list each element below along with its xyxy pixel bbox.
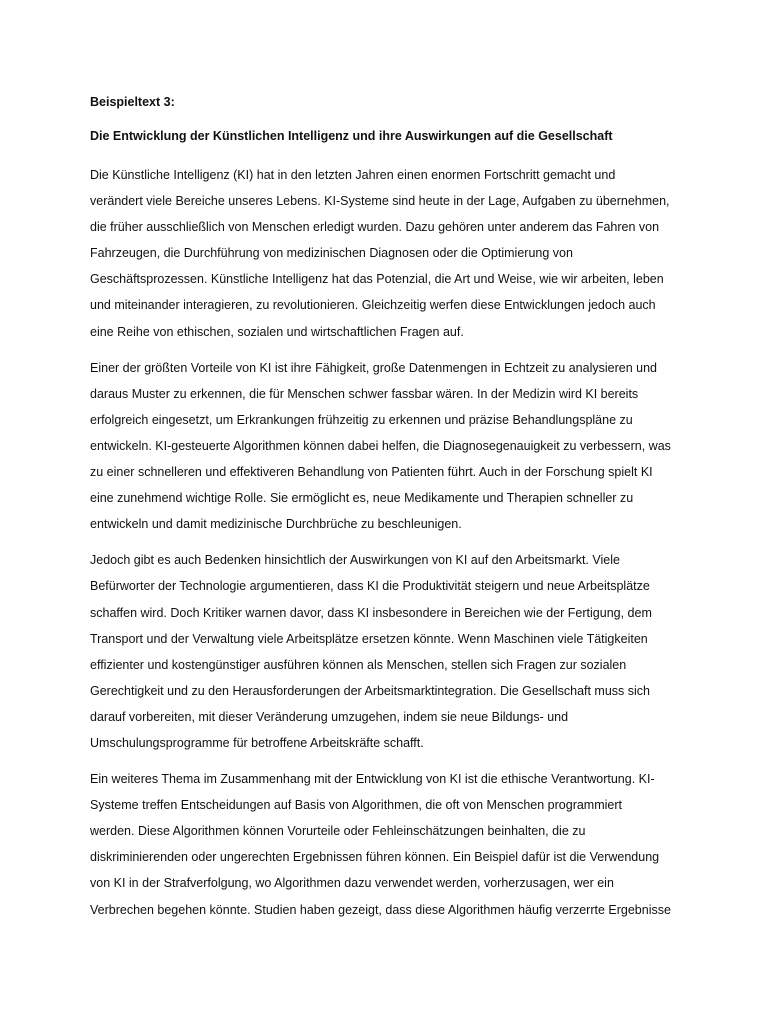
document-title: Die Entwicklung der Künstlichen Intelligenz und ihre Auswirkungen auf die Gesellschaft — [90, 129, 613, 143]
text-line: schaffen wird. Doch Kritiker warnen davor, dass KI insbesondere in Bereichen wie der Fertigung, dem — [90, 605, 652, 620]
text-line: Einer der größten Vorteile von KI ist ihre Fähigkeit, große Datenmengen in Echtzeit zu analysieren und — [90, 360, 657, 375]
text-line: Systeme treffen Entscheidungen auf Basis von Algorithmen, die oft von Menschen programmiert — [90, 798, 623, 813]
text-line: Jedoch gibt es auch Bedenken hinsichtlich der Auswirkungen von KI auf den Arbeitsmarkt. Viele — [90, 553, 620, 568]
text-line: Fahrzeugen, die Durchführung von medizinischen Diagnosen oder die Optimierung von — [90, 246, 573, 261]
paragraph-4 — [90, 766, 678, 923]
text-line: daraus Muster zu erkennen, die für Menschen schwer fassbar wären. In der Medizin wird KI bereits — [90, 386, 639, 401]
text-line: erfolgreich eingesetzt, um Erkrankungen frühzeitig zu erkennen und präzise Behandlungspläne zu — [90, 412, 633, 427]
text-line: eine zunehmend wichtige Rolle. Sie ermöglicht es, neue Medikamente und Therapien schneller zu — [90, 491, 634, 506]
text-line: effizienter und kostengünstiger ausführen können als Menschen, stellen sich Fragen zur sozialen — [90, 657, 627, 672]
text-line: entwickeln. KI-gesteuerte Algorithmen können dabei helfen, die Diagnosegenauigkeit zu verbessern, was — [90, 438, 671, 453]
text-line: Befürworter der Technologie argumentieren, dass KI die Produktivität steigern und neue Arbeitsplätze — [90, 579, 650, 594]
text-line: verändert viele Bereiche unseres Lebens. KI-Systeme sind heute in der Lage, Aufgaben zu übernehmen, — [90, 194, 670, 209]
text-line: Umschulungsprogramme für betroffene Arbeitskräfte schafft. — [90, 735, 424, 750]
document-label: Beispieltext 3: — [90, 95, 175, 109]
text-line: entwickeln und damit medizinische Durchbrüche zu beschleunigen. — [90, 517, 462, 532]
document-page — [90, 94, 678, 933]
text-line: die früher ausschließlich von Menschen erledigt wurden. Dazu gehören unter anderem das Fahren von — [90, 220, 660, 235]
text-line: darauf vorbereiten, mit dieser Veränderung umzugehen, indem sie neue Bildungs- und — [90, 709, 569, 724]
text-line: zu einer schnelleren und effektiveren Behandlung von Patienten führt. Auch in der Forschung spielt KI — [90, 465, 653, 480]
text-line: Transport und der Verwaltung viele Arbeitsplätze ersetzen könnte. Wenn Maschinen viele Tätigkeiten — [90, 631, 648, 646]
text-line: Ein weiteres Thema im Zusammenhang mit der Entwicklung von KI ist die ethische Verantwortung. KI- — [90, 772, 655, 787]
paragraph-3 — [90, 547, 678, 756]
text-line: Gerechtigkeit und zu den Herausforderungen der Arbeitsmarktintegration. Die Gesellschaft muss sich — [90, 683, 651, 698]
text-line: diskriminierenden oder ungerechten Ergebnissen führen können. Ein Beispiel dafür ist die Verwendung — [90, 850, 660, 865]
text-line: werden. Diese Algorithmen können Vorurteile oder Fehleinschätzungen beinhalten, die zu — [90, 824, 586, 839]
paragraph-2 — [90, 355, 678, 538]
text-line: Verbrechen begehen könnte. Studien haben gezeigt, dass diese Algorithmen häufig verzerrte Ergebnisse — [90, 902, 671, 917]
text-line: eine Reihe von ethischen, sozialen und wirtschaftlichen Fragen auf. — [90, 324, 464, 339]
text-line: und miteinander interagieren, zu revolutionieren. Gleichzeitig werfen diese Entwicklungen jedoch auch — [90, 298, 656, 313]
text-line: Die Künstliche Intelligenz (KI) hat in den letzten Jahren einen enormen Fortschritt gemacht und — [90, 168, 616, 182]
paragraph-1 — [90, 162, 678, 345]
text-line: von KI in der Strafverfolgung, wo Algorithmen dazu verwendet werden, vorherzusagen, wer ein — [90, 876, 614, 891]
text-line: Geschäftsprozessen. Künstliche Intelligenz hat das Potenzial, die Art und Weise, wie wir arbeiten, leben — [90, 272, 664, 287]
